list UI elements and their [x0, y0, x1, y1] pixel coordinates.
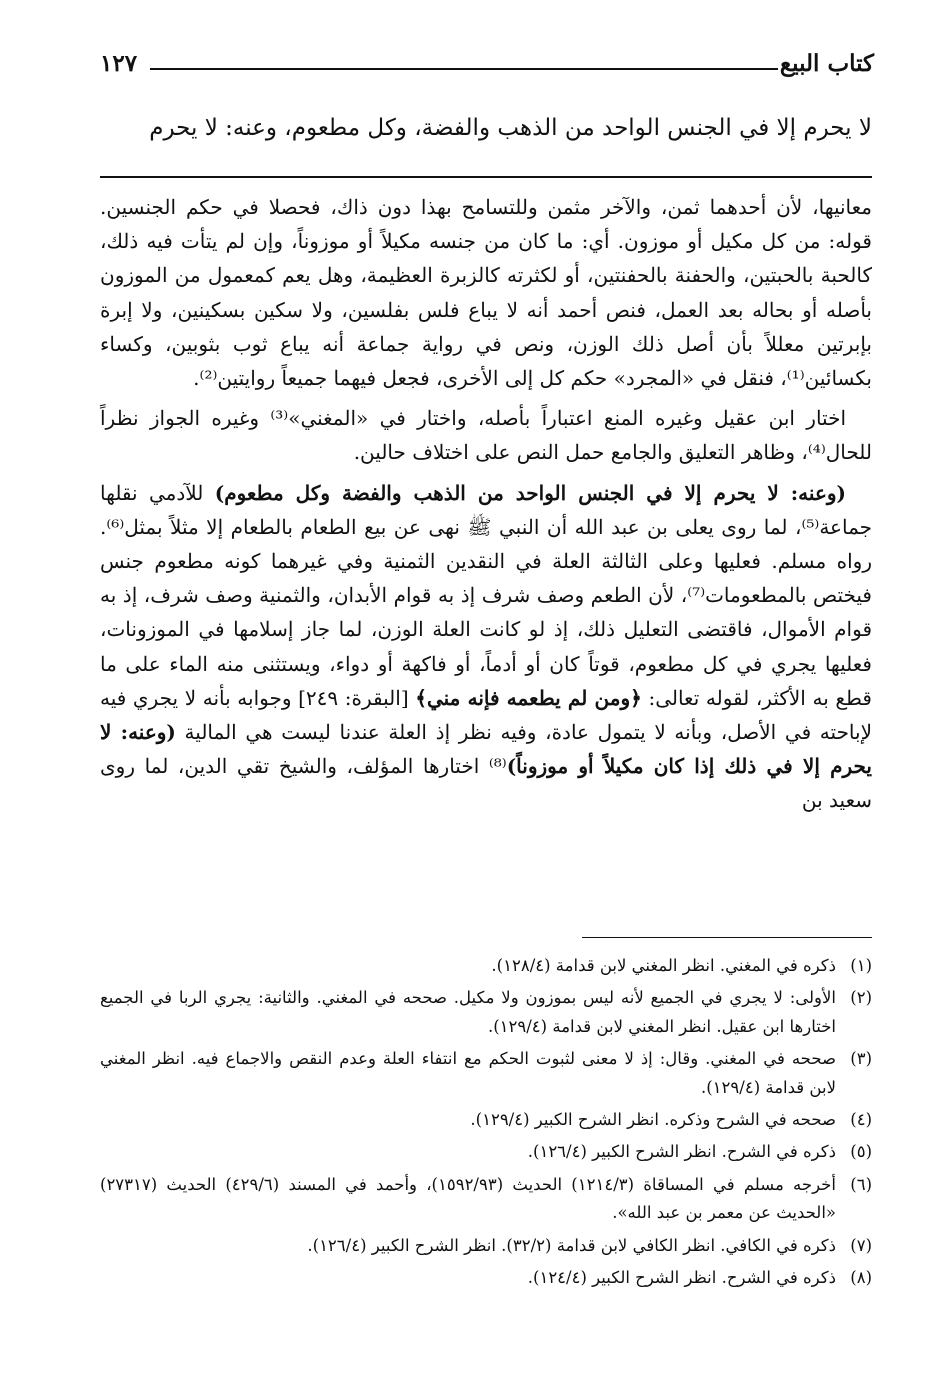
- page-number: ١٢٧: [100, 50, 138, 77]
- footnote-text: ذكره في الشرح. انظر الشرح الكبير (١٢٦/٤).: [527, 1142, 836, 1162]
- footnote-number: (٢): [850, 988, 872, 1008]
- matn-quote-riwaya: (وعنه: لا يحرم إلا في ذلك إذا كان مكيلاً أو موزوناً): [100, 720, 872, 779]
- chapter-title: كتاب البيع: [779, 50, 874, 77]
- footnote-number: (٣): [850, 1049, 872, 1069]
- footnote-number: (٥): [850, 1142, 872, 1162]
- paragraph-3-part-c: ⁽⁸⁾ اختارها المؤلف، والشيخ تقي الدين، لما روى سعيد بن: [100, 754, 872, 813]
- footnote-number: (١): [850, 956, 872, 975]
- footnote-text: صححه في الشرح وذكره. انظر الشرح الكبير (١٢٩/٤).: [470, 1110, 836, 1130]
- header-rule: [150, 68, 778, 70]
- footnote: [100, 1045, 872, 1102]
- footnote-number: (٤): [850, 1110, 872, 1130]
- footnote: [100, 952, 872, 980]
- footnote-text: صححه في المغني. وقال: إذ لا معنى لثبوت الحكم مع انتفاء العلة وعدم النقص والاجماع فيه. انظر المغني لابن قدامة (١٢٩/٤).: [100, 1049, 836, 1097]
- footnote: [100, 1171, 872, 1228]
- paragraph-3-part-b: [البقرة: ٢٤٩] وجوابه بأنه لا يجري فيه لإباحته في الأصل، وبأنه لا يتمول عادة، وفيه نظر إذ العلة عندنا ليست هي المالية: [100, 685, 872, 745]
- matn-quote: (وعنه: لا يحرم إلا في الجنس الواحد من الذهب والفضة وكل مطعوم): [214, 480, 846, 505]
- paragraph-2: اختار ابن عقيل وغيره المنع اعتباراً بأصله، واختار في «المغني»⁽³⁾ وغيره الجواز نظراً للحال⁽⁴⁾، وظاهر التعليق والجامع حمل النص على اختلاف حالين.: [100, 406, 872, 465]
- matn-text: لا يحرم إلا في الجنس الواحد من الذهب والفضة، وكل مطعوم، وعنه: لا يحرم: [149, 115, 872, 141]
- paragraph-3-part-a: للآدمي نقلها جماعة⁽⁵⁾، لما روى يعلى بن عبد الله أن النبي ﷺ نهى عن بيع الطعام بالطعام إلا مثلاً بمثل⁽⁶⁾. رواه مسلم. فعليها وعلى الثالثة العلة في النقدين الثمنية وفي غيرهما كونه مطعوم جنس فيختص بالمطعومات⁽⁷⁾، لأن الطعم وصف شرف إذ به قوام الأبدان، والثمنية وصف شرف، إذ به قوام الأموال، فاقتضى التعليل ذلك، إذ لو كانت العلة الوزن، لما جاز إسلامها في الموزونات، فعليها يجري في كل مطعوم، قوتاً كان أو أدماً، أو فاكهة أو دواء، ويستثنى منه الماء على ما قطع به الأكثر، لقوله تعالى:: [100, 480, 872, 710]
- footnote: [100, 1264, 872, 1292]
- footnote-separator: [582, 937, 872, 938]
- footnote-number: (٨): [850, 1268, 872, 1288]
- footnotes: [100, 952, 872, 1296]
- paragraph-1: معانيها، لأن أحدهما ثمن، والآخر مثمن وللتسامح بهذا دون ذاك، فحصلا في حكم الجنسين. قوله: من كل مكيل أو موزون. أي: ما كان من جنسه مكيلاً أو موزوناً، وإن لم يتأت فيه ذلك، كالحبة بالحبتين، والحفنة بالحفنتين، أو لكثرته كالزبرة العظيمة، وهل يعم كمعمول من الموزون بأصله أو بحاله بعد العمل، فنص أحمد أنه لا يباع فلس بفلسين، ولا سكين بسكينين، ولا إبرة بإبرتين معللاً بأن أصل ذلك الوزن، ونص في رواية جماعة أنه يباع ثوب بثوبين، وكساء بكسائين⁽¹⁾، فنقل في «المجرد» حكم كل إلى الأخرى، فجعل فيهما جميعاً روايتين⁽²⁾.: [100, 195, 872, 391]
- commentary-body: [100, 190, 872, 818]
- footnote-number: (٦): [850, 1174, 872, 1194]
- footnote: [100, 1106, 872, 1134]
- footnote: [100, 984, 872, 1041]
- paragraph-3: [100, 476, 872, 818]
- footnote: [100, 1138, 872, 1166]
- footnote-text: ذكره في المغني. انظر المغني لابن قدامة (١٢٨/٤).: [491, 956, 836, 975]
- footnote-text: ذكره في الشرح. انظر الشرح الكبير (١٢٤/٤).: [527, 1268, 836, 1288]
- matn-separator: [100, 176, 872, 178]
- running-header: [100, 50, 874, 84]
- footnote-text: ذكره في الكافي. انظر الكافي لابن قدامة (٣٢/٢). انظر الشرح الكبير (١٢٦/٤).: [307, 1235, 836, 1255]
- quran-verse: ﴿ومن لم يطعمه فإنه مني﴾: [415, 685, 642, 710]
- footnote-number: (٧): [850, 1235, 872, 1255]
- footnote: [100, 1232, 872, 1260]
- footnote-text: أخرجه مسلم في المساقاة (١٢١٤/٣) الحديث (١٥٩٢/٩٣)، وأحمد في المسند (٤٢٩/٦) الحديث (٢٧٣١٧) «الحديث عن معمر بن عبد الله».: [100, 1174, 836, 1223]
- footnote-text: الأولى: لا يجري في الجميع لأنه ليس بموزون ولا مكيل. صححه في المغني. والثانية: يجري الربا في الجميع اختارها ابن عقيل. انظر المغني لابن قدامة (١٢٩/٤).: [100, 988, 836, 1036]
